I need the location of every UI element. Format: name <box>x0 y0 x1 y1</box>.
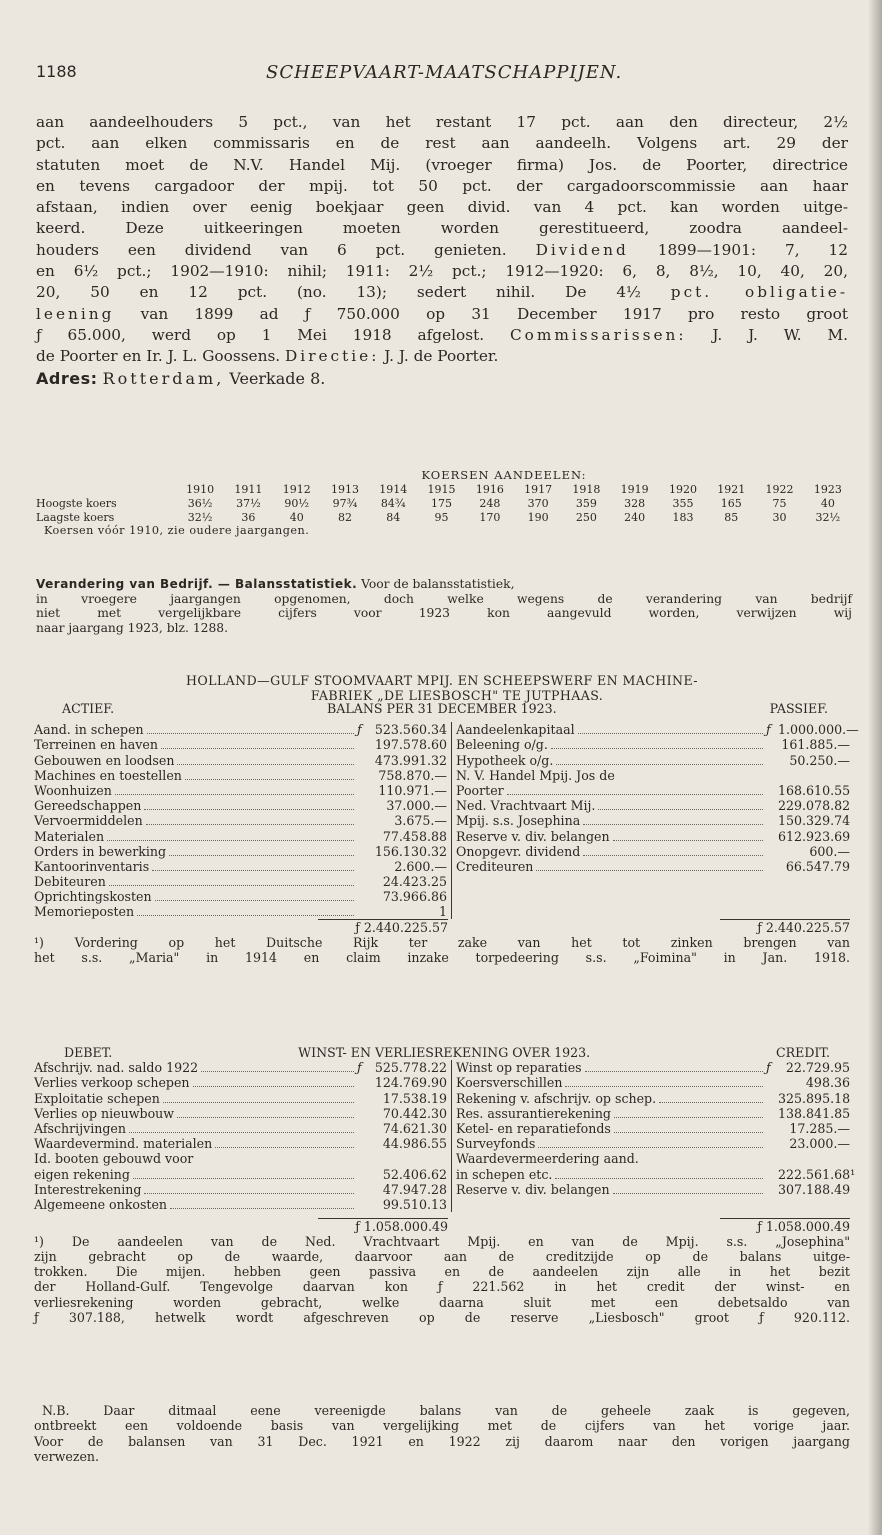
ledger-item: Ned. Vrachtvaart Mij. <box>456 798 596 814</box>
price-cell: 240 <box>624 510 646 524</box>
ledger-item: Materialen <box>34 828 105 844</box>
company-name-cont: FABRIEK „DE LIESBOSCH" TE JUTPHAAS. <box>310 688 604 703</box>
ledger-item: Kantoorinventaris <box>34 858 150 874</box>
ledger-row <box>34 722 447 737</box>
price-cell: 30 <box>772 510 787 524</box>
ledger-amount: 600.— <box>809 843 850 859</box>
ledger-item: Koersverschillen <box>456 1075 563 1091</box>
ledger-amount: 473.991.32 <box>374 752 447 768</box>
credit-total: ƒ 1.058.000.49 <box>720 1218 850 1234</box>
currency-sign: ƒ <box>357 1060 362 1076</box>
ledger-amount: 150.329.74 <box>778 813 851 829</box>
debet-total: ƒ 1.058.000.49 <box>318 1218 448 1234</box>
price-cell: 190 <box>527 510 549 524</box>
footnote-line: het s.s. „Maria" in 1914 en claim inzake torpedeering s.s. „Foimina" in Jan. 1918. <box>34 950 850 966</box>
price-cell: 250 <box>575 510 597 524</box>
debet-label: DEBET. <box>64 1045 113 1060</box>
price-cell: 40 <box>820 496 835 510</box>
ledger-row <box>34 783 447 798</box>
text-line: statuten moet de N.V. Handel Mij. (vroeger firma) Jos. de Poorter, directrice <box>36 155 848 174</box>
price-cell: 36 <box>241 510 256 524</box>
leader-dots <box>115 786 354 795</box>
text-line: houders een dividend van 6 pct. genieten. Dividend 1899—1901: 7, 12 <box>36 240 848 259</box>
ledger-item: Verlies verkoop schepen <box>34 1075 190 1091</box>
ledger-row <box>456 737 850 752</box>
text-line: Voor de balansstatistiek, <box>357 577 515 591</box>
ledger-item: Surveyfonds <box>456 1136 536 1152</box>
ledger-row <box>456 844 850 859</box>
ledger-amount: 52.406.62 <box>382 1166 447 1182</box>
leader-dots <box>109 877 354 886</box>
page-edge-shadow <box>868 0 882 1535</box>
leader-dots <box>146 816 354 825</box>
leader-dots <box>585 1063 763 1072</box>
ledger-item: Waardevermind. materialen <box>34 1136 213 1152</box>
ledger-amount: 17.538.19 <box>382 1090 447 1106</box>
ledger-amount: 99.510.13 <box>382 1196 447 1212</box>
ledger-amount: 161.885.— <box>781 737 850 753</box>
debet-column <box>34 1060 452 1212</box>
ledger-row <box>456 859 850 874</box>
ledger-amount: 70.442.30 <box>382 1105 447 1121</box>
ledger-amount: 1.000.000.— <box>778 722 859 738</box>
price-cell: 36½ <box>187 496 213 510</box>
price-cell: 248 <box>479 496 501 510</box>
ledger-amount: 66.547.79 <box>785 858 850 874</box>
ledger-amount: 73.966.86 <box>382 889 447 905</box>
text-line: aan aandeelhouders 5 pct., van het restant 17 pct. aan den directeur, 2½ <box>36 113 848 131</box>
ledger-item: Afschrijv. nad. saldo 1922 <box>34 1060 199 1076</box>
text-line: Voor de balansen van 31 Dec. 1921 en 1922 zij daarom naar den vorigen jaargang <box>34 1433 850 1449</box>
running-title: SCHEEPVAART-MAATSCHAPPIJEN. <box>266 62 623 83</box>
leader-dots <box>196 1155 354 1163</box>
ledger-row <box>34 1182 447 1197</box>
leader-dots <box>193 1078 354 1087</box>
price-cell: 84 <box>386 510 401 524</box>
text-line: en 6½ pct.; 1902—1910: nihil; 1911: 2½ pct.; 1912—1920: 6, 8, 8½, 10, 40, 20, <box>36 262 848 281</box>
activa-column <box>34 722 452 919</box>
text-line: N.B. Daar ditmaal eene vereenigde balans van de geheele zaak is gegeven, <box>42 1403 850 1418</box>
running-header <box>36 62 846 88</box>
ledger-item: Waardevermeerdering aand. <box>456 1151 639 1167</box>
leader-dots <box>583 816 763 825</box>
leader-dots <box>201 1063 354 1072</box>
price-cell: 170 <box>479 510 501 524</box>
passiva-total: ƒ 2.440.225.57 <box>720 919 850 935</box>
ledger-amount: 168.610.55 <box>778 782 851 798</box>
profit-loss-account <box>34 1045 856 1325</box>
year-header: 1920 <box>668 482 697 496</box>
leader-dots <box>133 1170 354 1179</box>
credit-label: CREDIT. <box>776 1045 830 1060</box>
address-line <box>36 368 848 389</box>
leader-dots <box>215 1139 354 1148</box>
ledger-amount: 498.36 <box>805 1075 850 1091</box>
ledger-item: Exploitatie schepen <box>34 1090 160 1106</box>
leader-dots <box>144 801 354 810</box>
footnote-line: ¹) De aandeelen van de Ned. Vrachtvaart Mpij. en van de Mpij. s.s. „Josephina" <box>34 1233 850 1249</box>
price-cell: 370 <box>527 496 549 510</box>
ledger-row <box>34 813 447 828</box>
ledger-row <box>34 768 447 783</box>
leader-dots <box>613 832 763 841</box>
text-line: leening van 1899 ad ƒ 750.000 op 31 December 1917 pro resto groot <box>36 304 848 323</box>
ledger-item: Terreinen en haven <box>34 737 158 753</box>
credit-column <box>452 1060 856 1212</box>
pl-heading: WINST- EN VERLIESREKENING OVER 1923. <box>298 1045 591 1060</box>
ledger-row <box>456 1151 850 1166</box>
section-heading: Verandering van Bedrijf. — Balansstatistiek. <box>36 577 358 591</box>
year-header: 1910 <box>186 482 215 496</box>
ledger-row <box>456 1106 850 1121</box>
price-cell: 97¾ <box>332 496 358 510</box>
ledger-amount: 523.560.34 <box>374 722 447 738</box>
text-line: verwezen. <box>34 1449 100 1465</box>
ledger-item: Reserve v. div. belangen <box>456 828 610 844</box>
text-line: pct. aan elken commissaris en de rest aan aandeelh. Volgens art. 29 der <box>36 134 848 153</box>
footnote-line: ¹) Vordering op het Duitsche Rijk ter zake van het tot zinken brengen van <box>34 935 850 951</box>
ledger-row <box>456 768 850 783</box>
price-cell: 183 <box>672 510 694 524</box>
ledger-amount: 23.000.— <box>789 1136 850 1152</box>
ledger-item: Aandeelenkapitaal <box>456 722 575 738</box>
ledger-row <box>34 1121 447 1136</box>
address-street: Veerkade 8. <box>224 368 326 388</box>
ledger-amount: 44.986.55 <box>382 1136 447 1152</box>
ledger-amount: 1 <box>438 904 447 920</box>
ledger-row <box>34 844 447 859</box>
ledger-amount: 307.188.49 <box>778 1181 851 1197</box>
ledger-amount: 110.971.— <box>378 782 447 798</box>
ledger-item: Debiteuren <box>34 874 106 890</box>
ledger-item: Gebouwen en loodsen <box>34 752 175 768</box>
ledger-row <box>34 1090 447 1105</box>
ledger-row <box>34 859 447 874</box>
price-cell: 95 <box>434 510 449 524</box>
price-cell: 355 <box>672 496 694 510</box>
address-label: Adres: <box>36 368 98 388</box>
ledger-item: Aand. in schepen <box>34 722 144 738</box>
footnote-line: der Holland-Gulf. Tengevolge daarvan kon ƒ 221.562 in het credit der winst- en <box>34 1279 850 1295</box>
ledger-row <box>456 798 850 813</box>
ledger-amount: 77.458.88 <box>382 828 447 844</box>
ledger-amount: 74.621.30 <box>382 1120 447 1136</box>
price-cell: 328 <box>624 496 646 510</box>
text-line: 20, 50 en 12 pct. (no. 13); sedert nihil. De 4½ pct. obligatie- <box>36 283 848 302</box>
ledger-row <box>456 1166 856 1182</box>
ledger-item: Poorter <box>456 782 504 798</box>
text-line: naar jaargang 1923, blz. 1288. <box>36 620 229 635</box>
currency-sign: ƒ <box>357 722 362 738</box>
text-line: de Poorter en Ir. J. L. Goossens. Directie: J. J. de Poorter. <box>36 347 499 366</box>
leader-dots <box>107 832 354 841</box>
year-header: 1918 <box>572 482 601 496</box>
footnote-line: ƒ 307.188, hetwelk wordt afgeschreven op de reserve „Liesbosch" groot ƒ 920.112. <box>34 1309 850 1325</box>
ledger-amount: 222.561.68¹ <box>778 1166 856 1182</box>
leader-dots <box>507 786 763 795</box>
ledger-amount: 50.250.— <box>789 752 850 768</box>
ledger-item: Verlies op nieuwbouw <box>34 1105 175 1121</box>
ledger-item: Crediteuren <box>456 858 534 874</box>
ledger-item: Machines en toestellen <box>34 767 182 783</box>
leader-dots <box>170 1200 354 1209</box>
leader-dots <box>556 756 763 765</box>
ledger-row <box>34 1075 447 1090</box>
ledger-amount: 3.675.— <box>394 813 447 829</box>
company-name: HOLLAND—GULF STOOMVAART MPIJ. EN SCHEEPSWERF EN MACHINE- <box>186 673 698 688</box>
ledger-amount: 2.600.— <box>394 858 447 874</box>
ledger-row <box>34 1106 447 1121</box>
table-corner <box>36 482 176 496</box>
ledger-row <box>34 874 447 889</box>
ledger-row <box>34 737 447 752</box>
text-line: niet met vergelijkbare cijfers voor 1923 kon aangevuld worden, verwijzen wij <box>36 606 852 620</box>
ledger-item: in schepen etc. <box>456 1166 553 1182</box>
year-header: 1914 <box>379 482 408 496</box>
activa-label: ACTIEF. <box>62 701 115 716</box>
table-row <box>36 496 852 510</box>
nb-note <box>34 1403 850 1465</box>
price-cell: 32½ <box>815 510 841 524</box>
year-header: 1915 <box>427 482 456 496</box>
price-cell: 85 <box>724 510 739 524</box>
share-prices-title: KOERSEN AANDEELEN: <box>421 468 587 482</box>
ledger-row <box>34 828 447 843</box>
ledger-item: Memorieposten <box>34 904 135 920</box>
ledger-row <box>456 752 850 767</box>
leader-dots <box>185 771 354 780</box>
text-line: ontbreekt een voldoende basis van vergelijking met de cijfers van het vorige jaar. <box>34 1418 850 1434</box>
leader-dots <box>614 1124 763 1133</box>
year-header: 1921 <box>717 482 746 496</box>
leader-dots <box>659 1094 763 1103</box>
leader-dots <box>137 907 354 916</box>
leader-dots <box>538 1139 763 1148</box>
leader-dots <box>144 1185 354 1194</box>
ledger-amount: 47.947.28 <box>382 1181 447 1197</box>
year-header: 1919 <box>620 482 649 496</box>
ledger-row <box>34 1197 447 1212</box>
leader-dots <box>551 740 763 749</box>
year-header: 1917 <box>524 482 553 496</box>
ledger-row <box>456 1136 850 1151</box>
passiva-label: PASSIEF. <box>769 701 828 716</box>
share-prices-note: Koersen vóór 1910, zie oudere jaargangen. <box>44 524 310 537</box>
leader-dots <box>565 1078 763 1087</box>
ledger-item: Interestrekening <box>34 1181 142 1197</box>
year-header: 1911 <box>234 482 263 496</box>
ledger-item: Beleening o/g. <box>456 737 548 753</box>
ledger-row <box>34 904 447 919</box>
ledger-row <box>456 783 850 798</box>
ledger-amount: 124.769.90 <box>374 1075 447 1091</box>
balance-sheet <box>34 673 859 966</box>
ledger-amount: 197.578.60 <box>374 737 447 753</box>
leader-dots <box>598 801 763 810</box>
table-row <box>36 510 852 524</box>
price-cell: 40 <box>289 510 304 524</box>
ledger-row <box>34 1136 447 1151</box>
leader-dots <box>614 1109 763 1118</box>
ledger-row <box>34 1060 447 1075</box>
address-city: Rotterdam, <box>102 368 225 388</box>
ledger-row <box>34 798 447 813</box>
ledger-amount: 229.078.82 <box>778 798 851 814</box>
ledger-item: Rekening v. afschrijv. op schep. <box>456 1090 657 1106</box>
year-header: 1913 <box>330 482 359 496</box>
leader-dots <box>177 756 354 765</box>
ledger-item: Reserve v. div. belangen <box>456 1181 610 1197</box>
ledger-item: Algemeene onkosten <box>34 1196 168 1212</box>
ledger-amount: 525.778.22 <box>374 1060 447 1076</box>
activa-total: ƒ 2.440.225.57 <box>318 919 448 935</box>
leader-dots <box>536 862 763 871</box>
ledger-row <box>34 1151 447 1166</box>
ledger-row <box>34 752 447 767</box>
price-cell: 75 <box>772 496 787 510</box>
ledger-row <box>34 1166 447 1181</box>
ledger-row <box>456 813 850 828</box>
ledger-row <box>456 1090 850 1105</box>
price-cell: 84¾ <box>380 496 406 510</box>
balance-heading: BALANS PER 31 DECEMBER 1923. <box>327 701 557 716</box>
leader-dots <box>177 1109 354 1118</box>
text-line: en tevens cargadoor der mpij. tot 50 pct. der cargadoorscommissie aan haar <box>36 176 848 195</box>
leader-dots <box>129 1124 354 1133</box>
ledger-item: Onopgevr. dividend <box>456 843 581 859</box>
ledger-item: Id. booten gebouwd voor <box>34 1151 194 1167</box>
ledger-amount: 156.130.32 <box>374 843 447 859</box>
ledger-amount: 24.423.25 <box>382 874 447 890</box>
leader-dots <box>155 892 354 901</box>
ledger-item: eigen rekening <box>34 1166 130 1182</box>
ledger-amount: 17.285.— <box>789 1120 850 1136</box>
ledger-amount: 612.923.69 <box>778 828 851 844</box>
ledger-row <box>456 1075 850 1090</box>
ledger-row <box>456 1121 850 1136</box>
ledger-item: Hypotheek o/g. <box>456 752 554 768</box>
ledger-item: N. V. Handel Mpij. Jos de <box>456 767 615 783</box>
leader-dots <box>147 725 354 734</box>
row-label: Laagste koers <box>36 510 115 524</box>
ledger-amount: 325.895.18 <box>778 1090 851 1106</box>
leader-dots <box>642 1155 763 1163</box>
ledger-amount: 37.000.— <box>386 798 447 814</box>
leader-dots <box>618 772 763 780</box>
ledger-row <box>456 1182 850 1197</box>
ledger-item: Winst op reparaties <box>456 1060 582 1076</box>
ledger-item: Res. assurantierekening <box>456 1105 611 1121</box>
ledger-row <box>456 828 850 843</box>
ledger-item: Mpij. s.s. Josephina <box>456 813 581 829</box>
year-header: 1923 <box>813 482 842 496</box>
ledger-item: Oprichtingskosten <box>34 889 152 905</box>
footnote-line: zijn gebracht op de waarde, daarvoor aan de creditzijde op de balans uitge- <box>34 1249 850 1265</box>
ledger-row <box>456 1060 850 1075</box>
ledger-item: Woonhuizen <box>34 782 112 798</box>
text-line: keerd. Deze uitkeeringen moeten worden gerestitueerd, zoodra aandeel- <box>36 219 848 238</box>
company-description <box>36 112 848 389</box>
footnote-line: verliesrekening worden gebracht, welke daarna sluit met een debetsaldo van <box>34 1294 850 1310</box>
price-cell: 175 <box>431 496 453 510</box>
leader-dots <box>152 862 354 871</box>
balance-statistics-note <box>36 577 852 635</box>
text-line: in vroegere jaargangen opgenomen, doch welke wegens de verandering van bedrijf <box>36 591 852 606</box>
leader-dots <box>583 847 763 856</box>
page-number: 1188 <box>36 62 77 81</box>
row-label: Hoogste koers <box>36 496 117 510</box>
leader-dots <box>555 1170 763 1179</box>
price-cell: 90½ <box>284 496 310 510</box>
year-header: 1912 <box>282 482 311 496</box>
leader-dots <box>613 1185 763 1194</box>
ledger-item: Ketel- en reparatiefonds <box>456 1120 611 1136</box>
ledger-amount: 22.729.95 <box>785 1060 850 1076</box>
passiva-column <box>452 722 859 919</box>
year-header: 1922 <box>765 482 794 496</box>
ledger-amount: 138.841.85 <box>778 1105 851 1121</box>
share-prices-table <box>36 468 852 538</box>
leader-dots <box>163 1094 354 1103</box>
ledger-item: Vervoermiddelen <box>34 813 143 829</box>
footnote-line: trokken. Die mijen. hebben geen passiva en de aandeelen zijn alle in het bezit <box>34 1264 850 1280</box>
year-header: 1916 <box>475 482 504 496</box>
price-cell: 37½ <box>236 496 261 510</box>
price-cell: 359 <box>575 496 597 510</box>
leader-dots <box>169 847 354 856</box>
ledger-row <box>456 722 859 738</box>
leader-dots <box>578 725 763 734</box>
text-line: afstaan, indien over eenig boekjaar geen divid. van 4 pct. kan worden uitge- <box>36 198 848 217</box>
leader-dots <box>161 740 354 749</box>
currency-sign: ƒ <box>766 722 771 738</box>
ledger-row <box>34 889 447 904</box>
ledger-item: Gereedschappen <box>34 798 142 814</box>
price-cell: 165 <box>720 496 742 510</box>
ledger-item: Afschrijvingen <box>34 1120 126 1136</box>
ledger-amount: 758.870.— <box>378 767 447 783</box>
price-cell: 32½ <box>187 510 213 524</box>
text-line: ƒ 65.000, werd op 1 Mei 1918 afgelost. Commissarissen: J. J. W. M. <box>36 325 849 344</box>
price-cell: 82 <box>337 510 352 524</box>
currency-sign: ƒ <box>766 1060 771 1076</box>
ledger-item: Orders in bewerking <box>34 843 167 859</box>
